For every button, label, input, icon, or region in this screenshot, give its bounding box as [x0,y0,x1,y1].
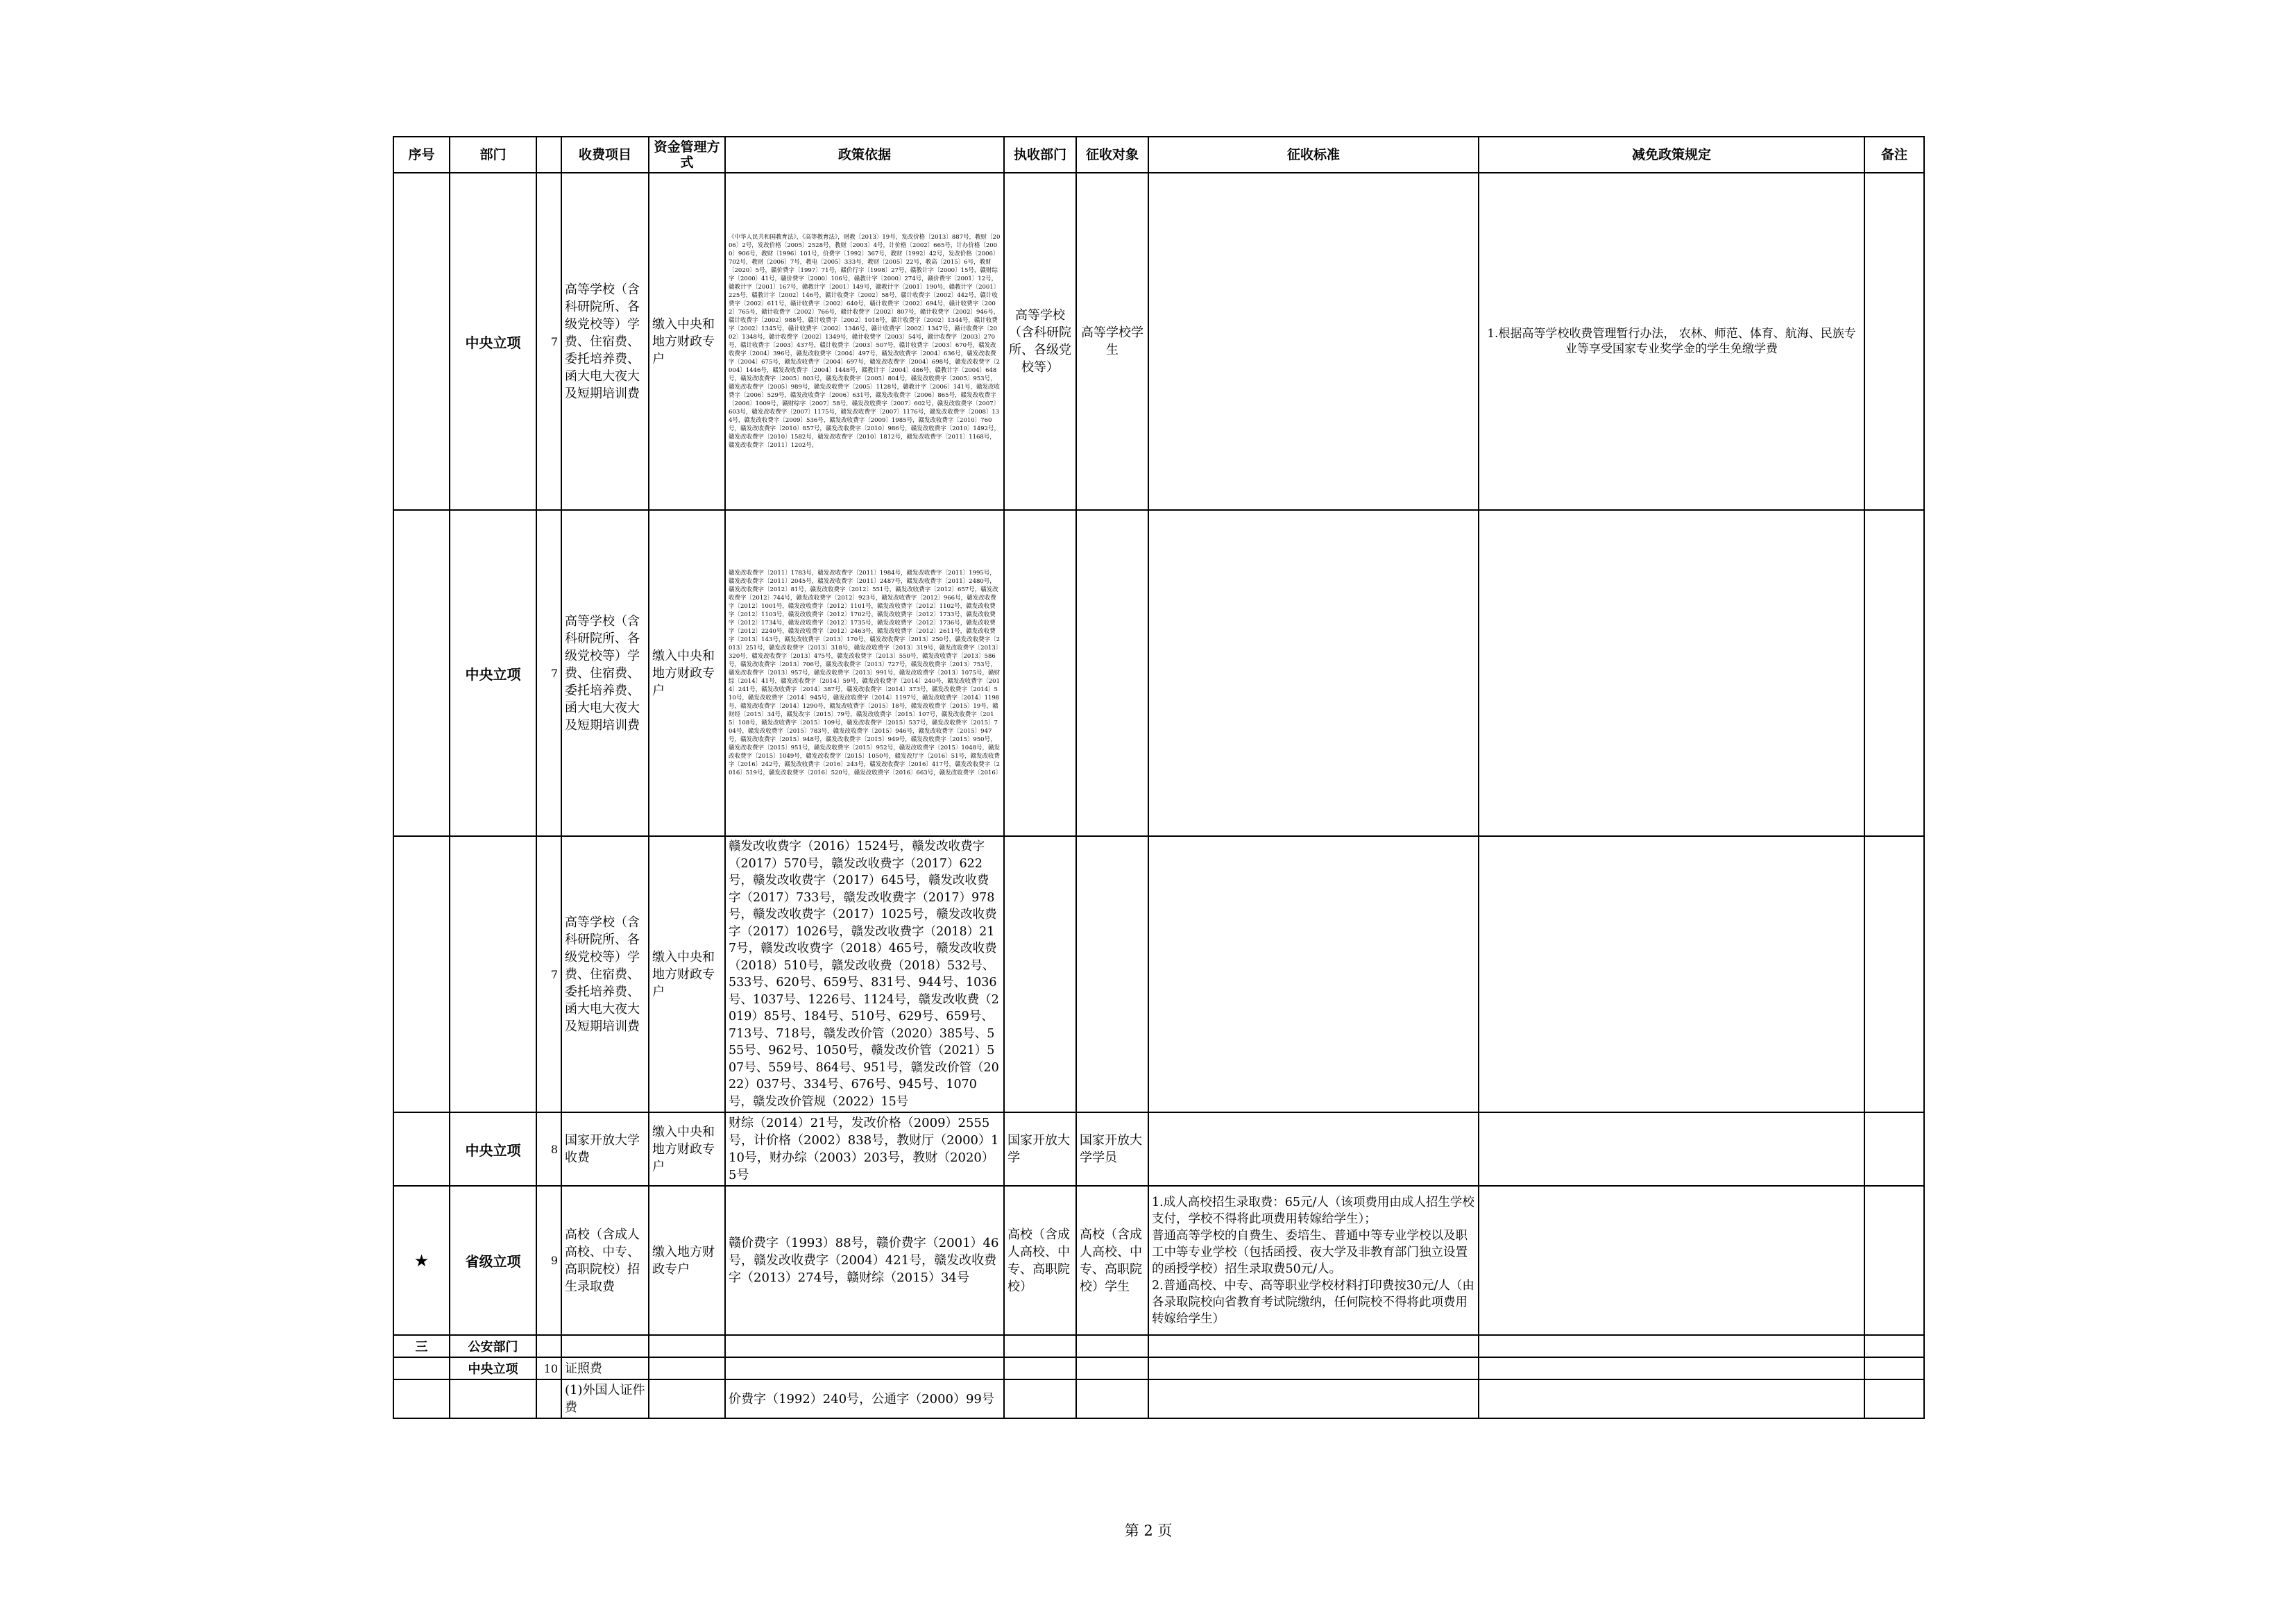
cell-standard [1148,836,1479,1112]
fee-table [393,136,1925,1419]
cell-target: 高校（含成人高校、中专、高职院校）学生 [1076,1186,1148,1335]
cell-target [1076,510,1148,836]
cell-target: 高等学校学生 [1076,173,1148,510]
cell-seq [393,510,450,836]
cell-dept [450,836,536,1112]
cell-item: 国家开放大学收费 [561,1112,649,1186]
cell-exec [1004,836,1076,1112]
table-row [393,1112,1924,1186]
table-row [393,1357,1924,1379]
cell-target: 国家开放大学学员 [1076,1112,1148,1186]
cell-basis: 赣发改收费字（2016）1524号，赣发改收费字（2017）570号，赣发改收费字（2017）622号，赣发改收费字（2017）645号，赣发改收费字（2017）733号，赣发改收费字（2017）978号，赣发改收费字（2017）1025号，赣发改收费字（2017）1026号，赣发改收费字（2018）217号，赣发改收费字（2018）465号，赣发改收费（2018）510号，赣发改收费（2018）532号、533号、620号、659号、831号、944号、1036号、1037号、1226号、1124号，赣发改收费（2019）85号、184号、510号、629号、659号、713号、718号，赣发改价管（2020）385号、555号、962号、1050号，赣发改价管（2021）507号、559号、864号、951号，赣发改价管（2022）037号、334号、676号、945号、1070号，赣发改价管规（2022）15号 [725,836,1004,1112]
header-dept: 部门 [450,137,536,173]
cell-remark [1864,173,1924,510]
cell-exemption [1479,1112,1864,1186]
cell-basis: 赣价费字（1993）88号，赣价费字（2001）46号，赣发改收费字（2004）421号，赣发改收费字（2013）274号，赣财综（2015）34号 [725,1186,1004,1335]
table-row [393,510,1924,836]
cell-standard [1148,173,1479,510]
table-row [393,836,1924,1112]
header-remark: 备注 [1864,137,1924,173]
cell-exemption [1479,510,1864,836]
cell-standard [1148,1112,1479,1186]
cell-seq [393,836,450,1112]
cell-standard: 1.成人高校招生录取费：65元/人（该项费用由成人招生学校支付，学校不得将此项费用转嫁给学生）； 普通高等学校的自费生、委培生、普通中等专业学校以及职工中等专业学校（包括函授、夜大学及非教育部门独立设置的函授学校）招生录取费50元/人。 2.普通高校、中专、高等职业学校材料打印费按30元/人（由各录取院校向省教育考试院缴纳，任何院校不得将此项费用转嫁给学生） [1148,1186,1479,1335]
page-number: 第 2 页 [1124,1522,1173,1539]
cell-num: 9 [536,1186,561,1335]
header-exec: 执收部门 [1004,137,1076,173]
cell-dept: 中央立项 [450,173,536,510]
cell-item: 高等学校（含科研院所、各级党校等）学费、住宿费、委托培养费、函大电大夜大及短期培训费 [561,173,649,510]
cell-fund: 缴入中央和地方财政专户 [649,510,725,836]
cell-dept: 中央立项 [450,1357,536,1379]
cell-exec: 高等学校（含科研院所、各级党校等） [1004,173,1076,510]
cell-exec: 国家开放大学 [1004,1112,1076,1186]
cell-fund: 缴入中央和地方财政专户 [649,1112,725,1186]
header-exemption: 减免政策规定 [1479,137,1864,173]
cell-num: 10 [536,1357,561,1379]
cell-num: 8 [536,1112,561,1186]
cell-basis: 赣发改收费字〔2011〕1783号，赣发改收费字〔2011〕1984号，赣发改收费字〔2011〕1995号，赣发改收费字〔2011〕2045号，赣发改收费字〔2011〕2487号，赣发改收费字〔2011〕2480号，赣发改收费字〔2012〕81号，赣发改收费字〔2012〕551号，赣发改收费字〔2012〕657号，赣发改收费字〔2012〕744号，赣发改收费字〔2012〕923号，赣发改收费字〔2012〕966号，赣发改收费字〔2012〕1001号，赣发改收费字〔2012〕1101号，赣发改收费字〔2012〕1102号，赣发改收费字〔2012〕1103号，赣发改收费字〔2012〕1702号，赣发改收费字〔2012〕1733号，赣发改收费字〔2012〕1734号，赣发改收费字〔2012〕1735号，赣发改收费字〔2012〕1736号，赣发改收费字〔2012〕2240号，赣发改收费字〔2012〕2463号，赣发改收费字〔2012〕2611号，赣发改收费字〔2013〕143号，赣发改收费字〔2013〕170号，赣发改收费字〔2013〕250号，赣发改收费字〔2013〕251号，赣发改收费字〔2013〕318号，赣发改收费字〔2013〕319号，赣发改收费字〔2013〕320号，赣发改收费字〔2013〕475号，赣发改收费字〔2013〕550号，赣发改收费字〔2013〕586号，赣发改收费字〔2013〕706号，赣发改收费字〔2013〕727号，赣发改收费字〔2013〕753号，赣发改收费字〔2013〕957号，赣发改收费字〔2013〕991号，赣发改收费字〔2013〕1075号，赣财综〔2014〕41号，赣发改收费字〔2014〕59号，赣发改收费字〔2014〕240号，赣发改收费字〔2014〕241号，赣发改收费字〔2014〕387号，赣发改收费字〔2014〕373号，赣发改收费字〔2014〕510号，赣发改收费字〔2014〕945号，赣发改收费字〔2014〕1197号，赣发改收费字〔2014〕1198号，赣发改收费字〔2014〕1290号，赣发改收费字〔2015〕18号，赣发改收费字〔2015〕19号，赣财经〔2015〕34号，赣发改字〔2015〕79号，赣发改收费字〔2015〕107号，赣发改收费字〔2015〕108号，赣发改收费字〔2015〕109号，赣发改收费字〔2015〕537号，赣发改收费字〔2015〕704号，赣发改收费字〔2015〕783号，赣发改收费字〔2015〕946号，赣发改收费字〔2015〕947号，赣发改收费字〔2015〕948号，赣发改收费字〔2015〕949号，赣发改收费字〔2015〕950号，赣发改收费字〔2015〕951号，赣发改收费字〔2015〕952号，赣发改收费字〔2015〕1048号，赣发改收费字〔2015〕1049号，赣发改收费字〔2015〕1050号，赣发改厅字〔2016〕51号，赣发改收费字〔2016〕242号，赣发改收费字〔2016〕243号，赣发改收费字〔2016〕417号，赣发改收费字〔2016〕519号，赣发改收费字〔2016〕520号，赣发改收费字〔2016〕663号，赣发改收费字〔2016〕 [725,510,1004,836]
cell-dept: 中央立项 [450,1112,536,1186]
header-standard: 征收标准 [1148,137,1479,173]
cell-dept: 中央立项 [450,510,536,836]
cell-fund: 缴入中央和地方财政专户 [649,836,725,1112]
cell-target [1076,836,1148,1112]
cell-item: 高校（含成人高校、中专、高职院校）招生录取费 [561,1186,649,1335]
cell-basis: 《中华人民共和国教育法》，《高等教育法》，财教〔2013〕19号，发改价格〔2013〕887号，教财〔2006〕2号，发改价格〔2005〕2528号，教财〔2003〕4号，计价格〔2002〕665号，计办价格〔2000〕906号，教财〔1996〕101号，价费字〔1992〕367号，教财〔1992〕42号，发改价格〔2006〕702号，教财〔2006〕7号，教电〔2005〕333号，教财〔2005〕22号，教高〔2015〕6号，教财〔2020〕5号，赣价费字〔1997〕71号，赣价行字〔1998〕27号，赣教计字〔2000〕15号，赣财综字〔2000〕41号，赣价费字〔2000〕106号，赣教计字〔2000〕274号，赣价费字〔2001〕12号，赣教计字〔2001〕167号，赣教计字〔2001〕149号，赣教计字〔2001〕190号，赣教计字〔2001〕225号，赣教计字〔2002〕146号，赣计收费字〔2002〕58号，赣计收费字〔2002〕442号，赣计收费字〔2002〕611号，赣计收费字〔2002〕640号，赣计收费字〔2002〕694号，赣计收费字〔2002〕765号，赣计收费字〔2002〕766号，赣计收费字〔2002〕807号，赣计收费字〔2002〕946号，赣计收费字〔2002〕988号，赣计收费字〔2002〕1018号，赣计收费字〔2002〕1344号，赣计收费字〔2002〕1345号，赣计收费字〔2002〕1346号，赣计收费字〔2002〕1347号，赣计收费字〔2002〕1348号，赣计收费字〔2002〕1349号，赣计收费字〔2003〕54号，赣计收费字〔2003〕270号，赣计收费字〔2003〕437号，赣计收费字〔2003〕507号，赣计收费字〔2003〕670号，赣发改收费字〔2004〕396号，赣发改收费字〔2004〕497号，赣发改收费字〔2004〕636号，赣发改收费字〔2004〕675号，赣发改收费字〔2004〕697号，赣发改收费字〔2004〕698号，赣发改收费字〔2004〕1446号，赣发改收费字〔2004〕1448号，赣教计字〔2004〕486号，赣教计字〔2004〕648号，赣发改收费字〔2005〕803号，赣发改收费字〔2005〕804号，赣发改收费字〔2005〕953号，赣发改收费字〔2005〕989号，赣发改收费字〔2005〕1128号，赣教计字〔2006〕141号，赣发改收费字〔2006〕529号，赣发改收费字〔2006〕631号，赣发改收费字〔2006〕865号，赣发改收费字〔2006〕1009号，赣财综字〔2007〕58号，赣发改收费字〔2007〕602号，赣发改收费字〔2007〕603号，赣发改收费字〔2007〕1175号，赣发改收费字〔2007〕1176号，赣发改收费字〔2008〕134号，赣发改收费字〔2009〕536号，赣发改收费字〔2009〕1985号，赣发改收费字〔2010〕760号，赣发改收费字〔2010〕857号，赣发改收费字〔2010〕986号，赣发改收费字〔2010〕1492号，赣发改收费字〔2010〕1582号，赣发改收费字〔2010〕1812号，赣发改收费字〔2011〕1168号，赣发改收费字〔2011〕1202号， [725,173,1004,510]
table-row [393,1186,1924,1335]
cell-num: 7 [536,836,561,1112]
cell-num: 7 [536,510,561,836]
table-row [393,1379,1924,1418]
cell-remark [1864,1186,1924,1335]
cell-remark [1864,836,1924,1112]
cell-item: 高等学校（含科研院所、各级党校等）学费、住宿费、委托培养费、函大电大夜大及短期培训费 [561,510,649,836]
cell-num: 7 [536,173,561,510]
header-target: 征收对象 [1076,137,1148,173]
cell-fund: 缴入中央和地方财政专户 [649,173,725,510]
section-dept: 公安部门 [450,1335,536,1357]
section-row [393,1335,1924,1357]
section-seq: 三 [393,1335,450,1357]
table-row [393,173,1924,510]
cell-exec [1004,510,1076,836]
header-basis: 政策依据 [725,137,1004,173]
header-item: 收费项目 [561,137,649,173]
cell-seq [393,173,450,510]
cell-basis: 价费字（1992）240号，公通字（2000）99号 [725,1379,1004,1418]
cell-remark [1864,510,1924,836]
header-blank [536,137,561,173]
cell-exemption [1479,836,1864,1112]
cell-remark [1864,1112,1924,1186]
cell-dept: 省级立项 [450,1186,536,1335]
cell-item: 证照费 [561,1357,649,1379]
header-row [393,137,1924,173]
cell-item: (1)外国人证件费 [561,1379,649,1418]
header-fund: 资金管理方式 [649,137,725,173]
cell-standard [1148,510,1479,836]
cell-seq [393,1112,450,1186]
cell-fund: 缴入地方财政专户 [649,1186,725,1335]
star-icon: ★ [393,1186,450,1335]
cell-exec: 高校（含成人高校、中专、高职院校） [1004,1186,1076,1335]
cell-exemption [1479,1186,1864,1335]
cell-exemption: 1.根据高等学校收费管理暂行办法， 农林、师范、体育、航海、民族专业等享受国家专业奖学金的学生免缴学费 [1479,173,1864,510]
header-seq: 序号 [393,137,450,173]
cell-basis: 财综（2014）21号，发改价格（2009）2555号，计价格（2002）838号，教财厅（2000）110号，财办综（2003）203号，教财（2020）5号 [725,1112,1004,1186]
cell-item: 高等学校（含科研院所、各级党校等）学费、住宿费、委托培养费、函大电大夜大及短期培训费 [561,836,649,1112]
